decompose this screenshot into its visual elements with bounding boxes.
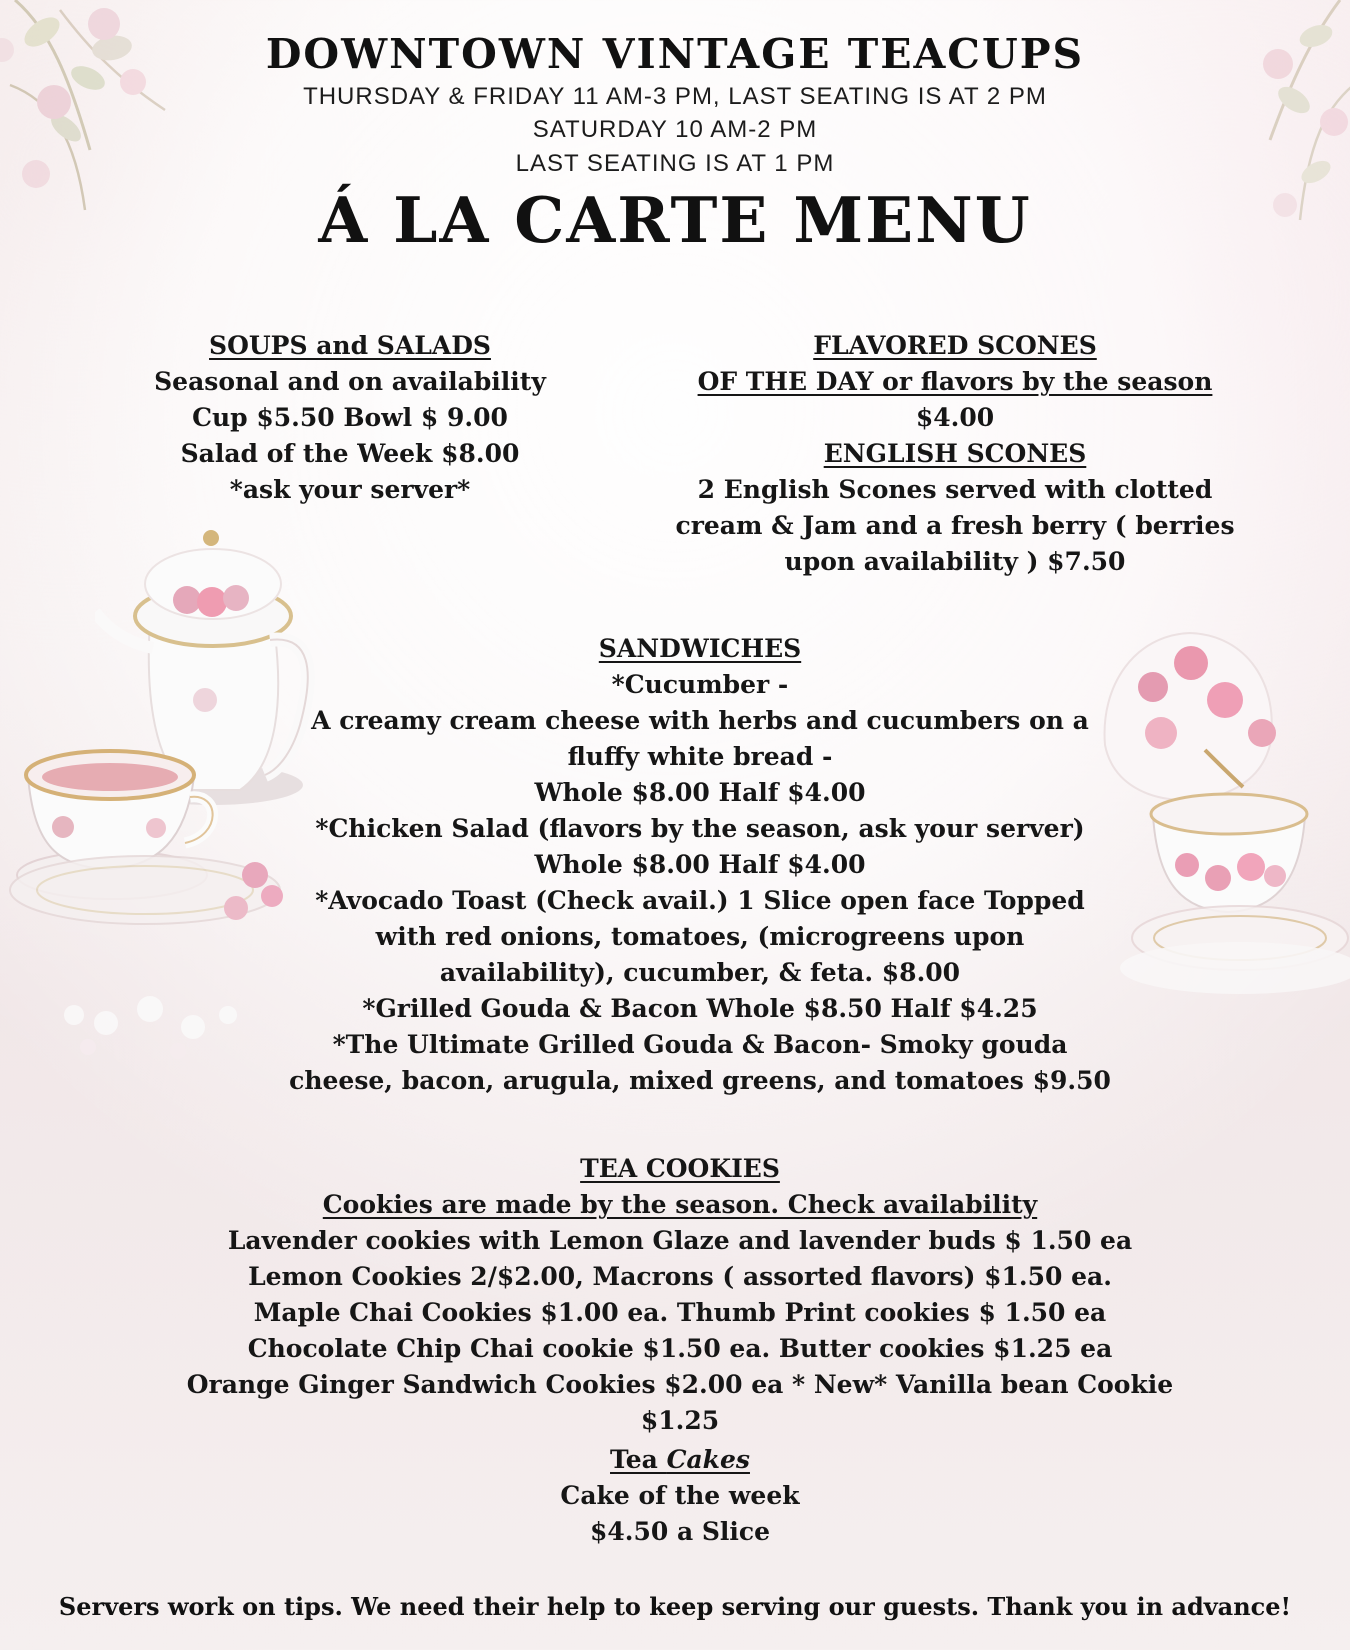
menu-line: *Avocado Toast (Check avail.) 1 Slice open face Topped [315, 886, 1085, 915]
section-title: TEA COOKIES [580, 1154, 780, 1183]
menu-line: *Cucumber - [611, 670, 789, 699]
footer-note: Servers work on tips. We need their help to keep serving our guests. Thank you in advance! [58, 1592, 1292, 1621]
menu-line: $4.50 a Slice [589, 1517, 771, 1546]
hours-block [0, 80, 1350, 180]
menu-line: Orange Ginger Sandwich Cookies $2.00 ea * New* Vanilla bean Cookie $1.25 [186, 1370, 1174, 1435]
menu-line: *Chicken Salad (flavors by the season, ask your server) [315, 814, 1085, 843]
menu-line: availability), cucumber, & feta. $8.00 [439, 958, 961, 987]
scones-section [665, 328, 1245, 580]
menu-line: Cup $5.50 Bowl $ 9.00 [192, 403, 508, 432]
menu-line: Cake of the week [560, 1481, 800, 1510]
menu-line: Whole $8.00 Half $4.00 [534, 778, 866, 807]
saucer-left-decoration [0, 820, 290, 940]
section-title-part: Cakes [666, 1445, 750, 1474]
hours-line: LAST SEATING IS AT 1 PM [515, 149, 835, 177]
section-title: OF THE DAY or flavors by the season [697, 367, 1213, 396]
section-title [420, 1442, 940, 1478]
menu-title: Á LA CARTE MENU [318, 183, 1032, 258]
section-title: ENGLISH SCONES [823, 439, 1087, 468]
menu-line: *The Ultimate Grilled Gouda & Bacon- Smoky gouda [332, 1030, 1068, 1059]
menu-line: 2 English Scones served with clotted [697, 475, 1213, 504]
section-title: SOUPS and SALADS [209, 331, 491, 360]
menu-line: Lavender cookies with Lemon Glaze and lavender buds $ 1.50 ea [227, 1226, 1133, 1255]
menu-line: Salad of the Week $8.00 [180, 439, 520, 468]
section-title: SANDWICHES [598, 634, 802, 663]
menu-header [0, 30, 1350, 258]
tea-cakes-section [420, 1442, 940, 1550]
menu-line: upon availability ) $7.50 [784, 547, 1126, 576]
sandwiches-section [255, 631, 1145, 1099]
blossom-cluster-decoration [40, 975, 250, 1065]
menu-line: Chocolate Chip Chai cookie $1.50 ea. Butter cookies $1.25 ea [247, 1334, 1113, 1363]
menu-line: *ask your server* [229, 475, 471, 504]
menu-line: Maple Chai Cookies $1.00 ea. Thumb Print cookies $ 1.50 ea [253, 1298, 1107, 1327]
teacup-left-decoration [10, 735, 220, 905]
menu-line: A creamy cream cheese with herbs and cucumbers on a [311, 706, 1089, 735]
section-title-part: Tea [610, 1445, 667, 1474]
section-title: FLAVORED SCONES [813, 331, 1097, 360]
hours-line: THURSDAY & FRIDAY 11 AM-3 PM, LAST SEATING IS AT 2 PM [303, 83, 1047, 111]
menu-line: with red onions, tomatoes, (microgreens upon [375, 922, 1025, 951]
menu-line: cream & Jam and a fresh berry ( berries [675, 511, 1235, 540]
menu-line: *Grilled Gouda & Bacon Whole $8.50 Half $4.25 [362, 994, 1038, 1023]
section-subtitle: Cookies are made by the season. Check availability [322, 1190, 1038, 1219]
menu-line: Whole $8.00 Half $4.00 [534, 850, 866, 879]
menu-line: Seasonal and on availability [154, 367, 546, 396]
menu-price: $4.00 [915, 403, 995, 432]
soups-salads-section [130, 328, 570, 508]
menu-line: cheese, bacon, arugula, mixed greens, and tomatoes $9.50 [289, 1066, 1111, 1095]
tea-cookies-section [165, 1151, 1195, 1439]
menu-line: fluffy white bread - [567, 742, 833, 771]
menu-line: Lemon Cookies 2/$2.00, Macrons ( assorted flavors) $1.50 ea. [248, 1262, 1112, 1291]
restaurant-name: DOWNTOWN VINTAGE TEACUPS [265, 30, 1085, 78]
teacup-right-decoration [1125, 770, 1330, 955]
hours-line: SATURDAY 10 AM-2 PM [532, 116, 818, 144]
